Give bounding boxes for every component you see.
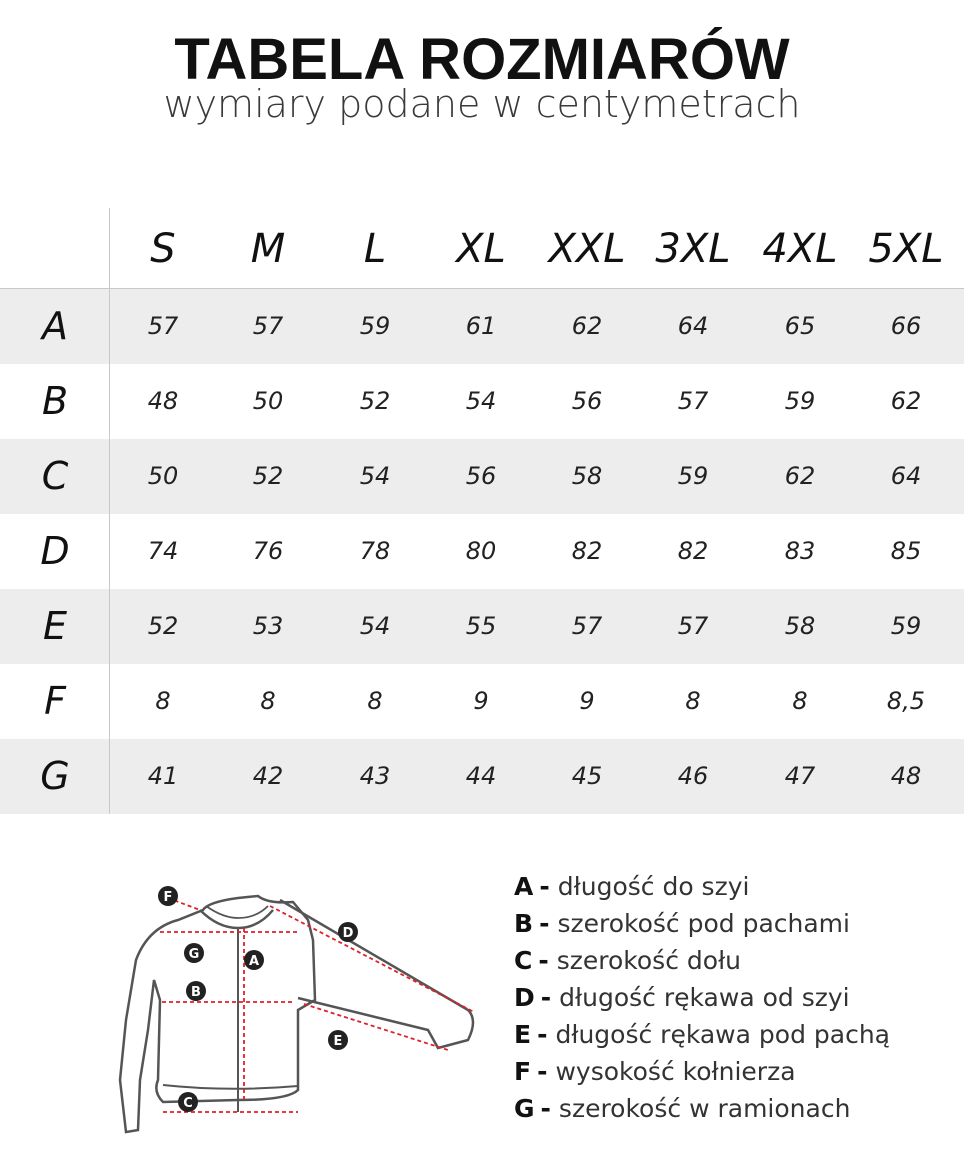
diagram-badge-d — [338, 922, 358, 942]
table-cell: 52 — [252, 462, 284, 490]
legend-letter: D — [514, 983, 535, 1012]
table-cell: 62 — [890, 387, 922, 415]
measure-line-e — [304, 1004, 448, 1050]
diagram-badge-letter: A — [248, 954, 260, 969]
legend-item — [514, 1090, 954, 1127]
table-cell: 76 — [252, 537, 284, 565]
table-cell: 8 — [260, 687, 276, 715]
jacket-diagram — [108, 880, 498, 1150]
table-cell: 57 — [147, 312, 179, 340]
diagram-badge-letter: F — [163, 890, 173, 905]
jacket-collar — [200, 910, 273, 928]
table-cell: 80 — [465, 537, 497, 565]
legend-text: długość rękawa pod pachą — [555, 1020, 890, 1049]
legend-text: szerokość pod pachami — [557, 909, 850, 938]
table-cell: 46 — [677, 762, 709, 790]
table-cell: 62 — [571, 312, 603, 340]
diagram-badge-letter: G — [188, 947, 200, 962]
table-cell: 58 — [784, 612, 816, 640]
table-cell: 44 — [465, 762, 497, 790]
row-label-g: G — [40, 754, 70, 798]
legend-item — [514, 979, 954, 1016]
diagram-badge-e — [328, 1030, 348, 1050]
table-cell: 52 — [147, 612, 179, 640]
table-cell: 83 — [784, 537, 816, 565]
table-cell: 65 — [784, 312, 816, 340]
table-row — [0, 514, 964, 589]
legend-letter: C — [514, 946, 533, 975]
table-cell: 50 — [147, 462, 179, 490]
jacket-collar-inner — [206, 906, 268, 918]
row-label-d: D — [40, 529, 70, 573]
table-cell: 56 — [571, 387, 603, 415]
diagram-badge-letter: C — [183, 1096, 193, 1111]
table-row — [0, 364, 964, 439]
size-header-xl: XL — [456, 226, 506, 272]
jacket-waistband — [163, 1085, 298, 1089]
row-label-f: F — [44, 679, 66, 723]
table-cell: 54 — [359, 612, 391, 640]
table-cell: 9 — [579, 687, 595, 715]
table-cell: 59 — [359, 312, 391, 340]
diagram-badge-g — [184, 943, 204, 963]
row-label-e: E — [42, 604, 67, 648]
legend-text: szerokość dołu — [556, 946, 742, 975]
table-cell: 57 — [252, 312, 284, 340]
size-header-3xl: 3XL — [655, 226, 731, 272]
legend-item — [514, 868, 954, 905]
size-header-xxl: XXL — [548, 226, 626, 272]
table-cell: 8 — [685, 687, 701, 715]
table-cell: 48 — [147, 387, 179, 415]
header-divider — [0, 288, 964, 289]
table-cell: 82 — [677, 537, 709, 565]
size-header-5xl: 5XL — [868, 226, 944, 272]
table-cell: 8 — [155, 687, 171, 715]
row-label-a: A — [42, 304, 68, 348]
table-cell: 57 — [677, 387, 709, 415]
table-cell: 78 — [359, 537, 391, 565]
table-cell: 66 — [890, 312, 922, 340]
legend-item — [514, 1053, 954, 1090]
legend-letter: B — [514, 909, 534, 938]
table-cell: 41 — [147, 762, 179, 790]
legend-item — [514, 905, 954, 942]
table-row — [0, 739, 964, 814]
table-cell: 58 — [571, 462, 603, 490]
table-cell: 57 — [571, 612, 603, 640]
table-row — [0, 664, 964, 739]
table-cell: 61 — [465, 312, 497, 340]
legend-letter: F — [514, 1057, 532, 1086]
legend-letter: E — [514, 1020, 532, 1049]
table-row — [0, 589, 964, 664]
legend-letter: A — [514, 872, 534, 901]
table-cell: 74 — [147, 537, 179, 565]
legend-dash: - — [537, 1020, 548, 1049]
legend-item — [514, 942, 954, 979]
table-cell: 54 — [465, 387, 497, 415]
size-header-4xl: 4XL — [762, 226, 838, 272]
table-cell: 59 — [784, 387, 816, 415]
table-cell: 55 — [465, 612, 497, 640]
legend-text: długość rękawa od szyi — [559, 983, 850, 1012]
label-column-divider — [109, 208, 110, 814]
legend-dash: - — [539, 872, 550, 901]
legend-text: szerokość w ramionach — [558, 1094, 851, 1123]
table-cell: 52 — [359, 387, 391, 415]
table-row — [0, 289, 964, 364]
table-cell: 45 — [571, 762, 603, 790]
table-cell: 53 — [252, 612, 284, 640]
size-table — [0, 208, 964, 814]
table-cell: 62 — [784, 462, 816, 490]
page-subtitle: wymiary podane w centymetrach — [163, 82, 801, 126]
table-cell: 54 — [359, 462, 391, 490]
table-cell: 82 — [571, 537, 603, 565]
legend-dash: - — [537, 1057, 548, 1086]
diagram-badge-f — [158, 886, 178, 906]
diagram-badge-letter: E — [333, 1034, 343, 1049]
table-cell: 8,5 — [886, 687, 926, 715]
table-cell: 64 — [677, 312, 709, 340]
legend-dash: - — [538, 946, 549, 975]
legend-letter: G — [514, 1094, 535, 1123]
diagram-badge-letter: D — [342, 926, 354, 941]
table-cell: 8 — [367, 687, 383, 715]
legend-text: długość do szyi — [557, 872, 750, 901]
legend-item — [514, 1016, 954, 1053]
table-cell: 59 — [677, 462, 709, 490]
table-cell: 57 — [677, 612, 709, 640]
row-label-c: C — [41, 454, 69, 498]
legend-dash: - — [539, 909, 550, 938]
table-cell: 47 — [784, 762, 816, 790]
diagram-badge-b — [186, 981, 206, 1001]
size-header-m: M — [250, 226, 286, 272]
table-cell: 59 — [890, 612, 922, 640]
table-cell: 85 — [890, 537, 922, 565]
table-row — [0, 439, 964, 514]
table-cell: 56 — [465, 462, 497, 490]
table-cell: 64 — [890, 462, 922, 490]
diagram-badge-letter: B — [191, 985, 201, 1000]
measurement-legend — [514, 868, 954, 1127]
row-label-b: B — [41, 379, 69, 423]
jacket-illustration — [108, 880, 498, 1150]
size-header-row — [0, 208, 964, 288]
page-title: TABELA ROZMIARÓW — [174, 27, 790, 92]
diagram-badge-a — [244, 950, 264, 970]
legend-dash: - — [540, 983, 552, 1012]
legend-dash: - — [540, 1094, 551, 1123]
table-cell: 48 — [890, 762, 922, 790]
table-cell: 50 — [252, 387, 284, 415]
table-cell: 43 — [359, 762, 391, 790]
size-header-s: S — [150, 226, 176, 272]
size-header-l: L — [363, 226, 387, 272]
table-cell: 42 — [252, 762, 284, 790]
legend-text: wysokość kołnierza — [555, 1057, 796, 1086]
table-cell: 9 — [473, 687, 489, 715]
table-cell: 8 — [792, 687, 808, 715]
diagram-badge-c — [178, 1092, 198, 1112]
